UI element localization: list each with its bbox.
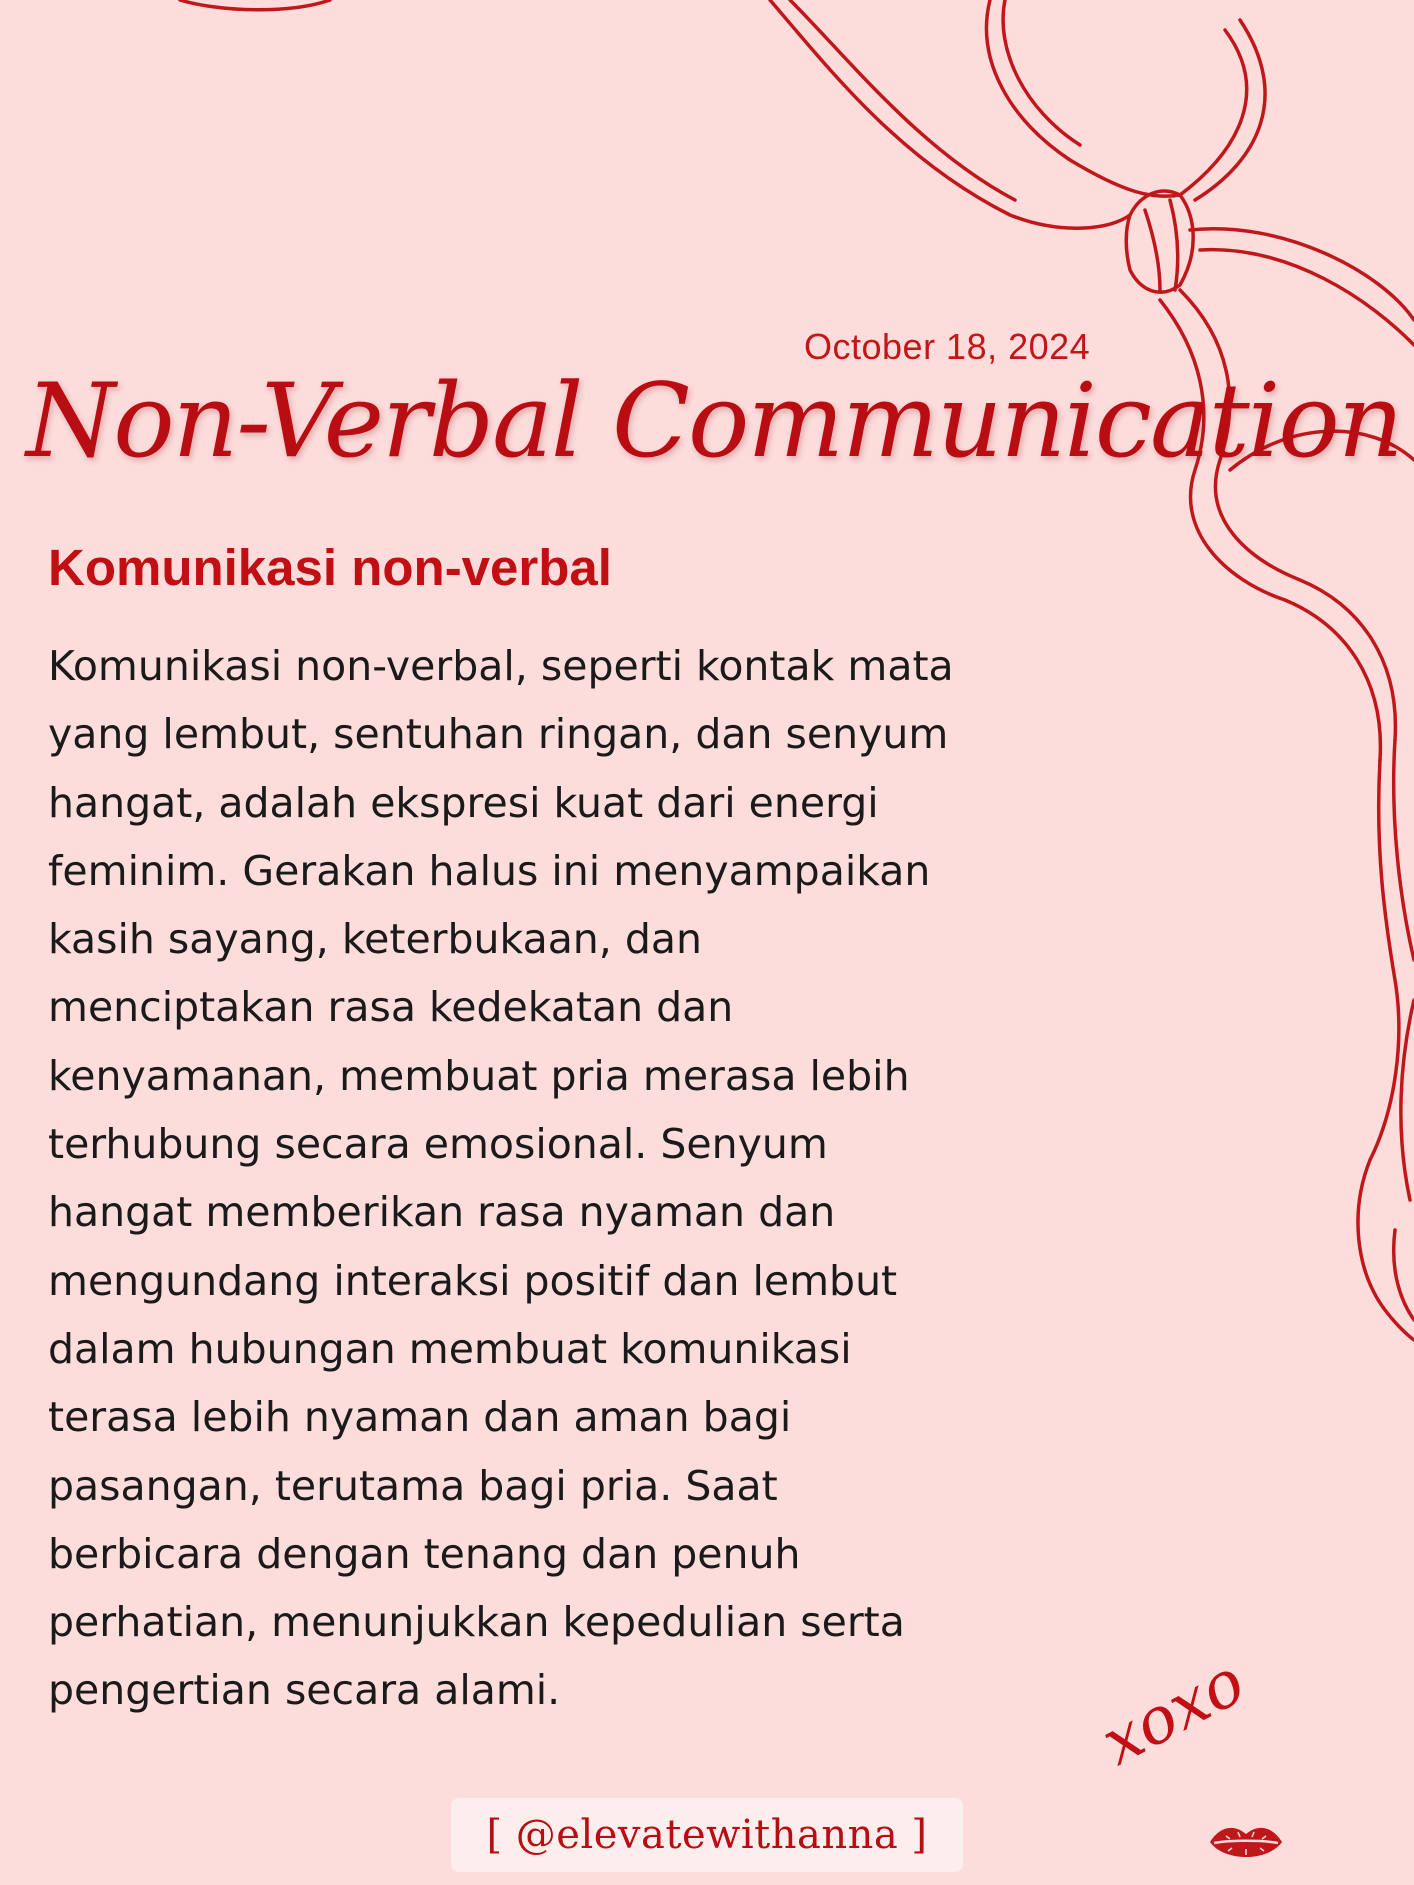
body-line: menciptakan rasa kedekatan dan (48, 983, 734, 1032)
body-line: Komunikasi non-verbal, seperti kontak mata (48, 642, 954, 690)
body-line: terhubung secara emosional. Senyum (48, 1120, 828, 1169)
post-date: October 18, 2024 (804, 326, 1091, 367)
body-paragraph (48, 632, 1038, 1725)
body-line: kasih sayang, keterbukaan, dan (48, 915, 702, 964)
xoxo-signoff: xoxo (1090, 1644, 1257, 1781)
body-line: pengertian secara alami. (48, 1666, 561, 1715)
lips-kiss-icon (1206, 1818, 1286, 1868)
body-line: berbicara dengan tenang dan penuh (48, 1529, 801, 1578)
social-handle-text: [ @elevatewithanna ] (486, 1812, 928, 1858)
body-line: hangat, adalah ekspresi kuat dari energi (48, 778, 879, 827)
social-handle-badge[interactable] (451, 1798, 963, 1872)
body-line: perhatian, menunjukkan kepedulian serta (48, 1598, 905, 1647)
body-line: yang lembut, sentuhan ringan, dan senyum (48, 710, 949, 759)
body-line: pasangan, terutama bagi pria. Saat (48, 1461, 778, 1510)
body-line: feminim. Gerakan halus ini menyampaikan (48, 846, 931, 895)
body-line: terasa lebih nyaman dan aman bagi (48, 1393, 792, 1442)
section-heading: Komunikasi non-verbal (48, 539, 612, 596)
body-line: dalam hubungan membuat komunikasi (48, 1324, 852, 1373)
body-line: mengundang interaksi positif dan lembut (48, 1256, 898, 1305)
body-line: hangat memberikan rasa nyaman dan (48, 1188, 836, 1237)
body-line: kenyamanan, membuat pria merasa lebih (48, 1051, 910, 1100)
page-title: Non-Verbal Communication (26, 362, 1402, 481)
